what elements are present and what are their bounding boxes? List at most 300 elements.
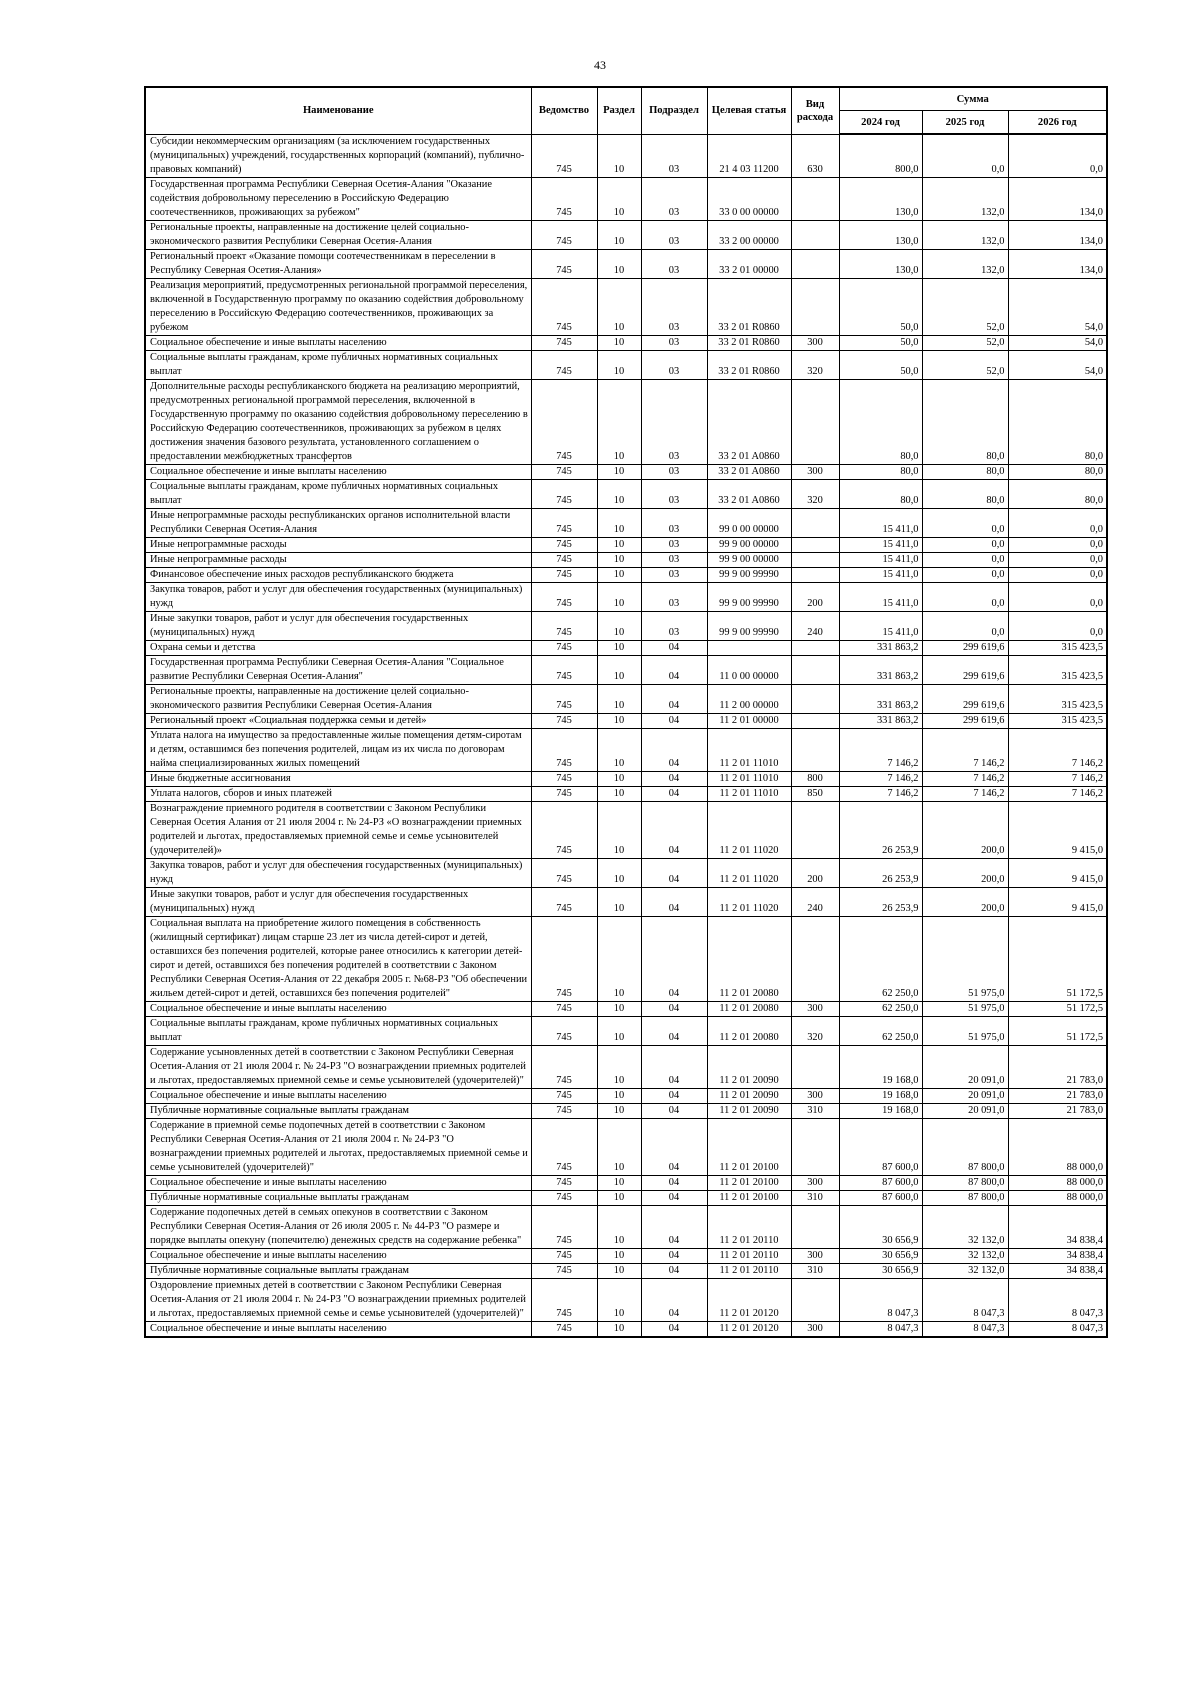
row-sum-2024: 62 250,0	[839, 1001, 922, 1016]
row-target: 33 2 01 A0860	[707, 379, 791, 464]
row-section: 10	[597, 464, 641, 479]
row-subsection: 04	[641, 1205, 707, 1248]
row-sum-2025: 20 091,0	[922, 1103, 1008, 1118]
table-row	[145, 728, 1107, 771]
row-section: 10	[597, 1263, 641, 1278]
row-target: 11 2 01 20110	[707, 1205, 791, 1248]
row-dept: 745	[531, 1263, 597, 1278]
row-kind: 800	[791, 771, 839, 786]
row-target: 11 2 01 20110	[707, 1263, 791, 1278]
row-section: 10	[597, 1045, 641, 1088]
row-sum-2025: 32 132,0	[922, 1248, 1008, 1263]
row-sum-2024: 19 168,0	[839, 1088, 922, 1103]
row-sum-2026: 0,0	[1008, 508, 1107, 537]
row-sum-2024: 15 411,0	[839, 611, 922, 640]
row-section: 10	[597, 858, 641, 887]
row-sum-2025: 0,0	[922, 134, 1008, 177]
row-sum-2026: 88 000,0	[1008, 1190, 1107, 1205]
row-kind: 320	[791, 350, 839, 379]
row-sum-2026: 315 423,5	[1008, 640, 1107, 655]
row-target: 11 2 01 20080	[707, 1001, 791, 1016]
row-section: 10	[597, 379, 641, 464]
row-subsection: 04	[641, 801, 707, 858]
row-dept: 745	[531, 177, 597, 220]
row-name: Социальное обеспечение и иные выплаты населению	[145, 1175, 531, 1190]
table-row	[145, 508, 1107, 537]
row-section: 10	[597, 1175, 641, 1190]
row-subsection: 03	[641, 508, 707, 537]
row-sum-2026: 80,0	[1008, 464, 1107, 479]
row-kind	[791, 640, 839, 655]
row-section: 10	[597, 916, 641, 1001]
row-kind	[791, 655, 839, 684]
row-sum-2026: 54,0	[1008, 335, 1107, 350]
table-row	[145, 249, 1107, 278]
table-row	[145, 1001, 1107, 1016]
row-subsection: 04	[641, 655, 707, 684]
header-year-2026: 2026 год	[1008, 111, 1107, 135]
row-dept: 745	[531, 1190, 597, 1205]
row-dept: 745	[531, 249, 597, 278]
row-name: Финансовое обеспечение иных расходов республиканского бюджета	[145, 567, 531, 582]
row-target: 11 2 01 20120	[707, 1278, 791, 1321]
table-row	[145, 1016, 1107, 1045]
row-name: Иные закупки товаров, работ и услуг для обеспечения государственных (муниципальных) нужд	[145, 887, 531, 916]
row-kind: 300	[791, 1001, 839, 1016]
row-section: 10	[597, 278, 641, 335]
row-sum-2026: 134,0	[1008, 249, 1107, 278]
row-sum-2024: 7 146,2	[839, 771, 922, 786]
row-name: Социальное обеспечение и иные выплаты населению	[145, 464, 531, 479]
row-subsection: 03	[641, 537, 707, 552]
header-year-2024: 2024 год	[839, 111, 922, 135]
row-sum-2024: 130,0	[839, 220, 922, 249]
row-target: 99 9 00 00000	[707, 537, 791, 552]
row-dept: 745	[531, 479, 597, 508]
row-subsection: 04	[641, 786, 707, 801]
row-sum-2024: 15 411,0	[839, 537, 922, 552]
row-section: 10	[597, 1016, 641, 1045]
row-target: 11 2 01 20080	[707, 1016, 791, 1045]
row-subsection: 03	[641, 464, 707, 479]
row-subsection: 04	[641, 1045, 707, 1088]
row-name: Уплата налогов, сборов и иных платежей	[145, 786, 531, 801]
row-name: Публичные нормативные социальные выплаты гражданам	[145, 1263, 531, 1278]
row-subsection: 03	[641, 350, 707, 379]
row-sum-2024: 30 656,9	[839, 1263, 922, 1278]
row-section: 10	[597, 771, 641, 786]
row-subsection: 04	[641, 1016, 707, 1045]
row-section: 10	[597, 1278, 641, 1321]
budget-table	[144, 86, 1108, 1338]
row-sum-2025: 20 091,0	[922, 1088, 1008, 1103]
row-section: 10	[597, 611, 641, 640]
row-name: Иные непрограммные расходы	[145, 552, 531, 567]
row-name: Региональный проект «Оказание помощи соотечественникам в переселении в Республику Северная Осетия-Алания»	[145, 249, 531, 278]
row-sum-2025: 32 132,0	[922, 1263, 1008, 1278]
table-row	[145, 655, 1107, 684]
row-target: 33 2 01 R0860	[707, 278, 791, 335]
row-sum-2025: 80,0	[922, 379, 1008, 464]
row-dept: 745	[531, 713, 597, 728]
row-kind: 300	[791, 335, 839, 350]
row-section: 10	[597, 134, 641, 177]
row-section: 10	[597, 1205, 641, 1248]
row-sum-2025: 0,0	[922, 582, 1008, 611]
table-row	[145, 771, 1107, 786]
row-name: Уплата налога на имущество за предоставленные жилые помещения детям-сиротам и детям, оставшимся без попечения родителей, лицам из их числа по договорам найма специализированных жилых помещений	[145, 728, 531, 771]
table-row	[145, 1118, 1107, 1175]
row-kind	[791, 916, 839, 1001]
table-row	[145, 916, 1107, 1001]
row-dept: 745	[531, 552, 597, 567]
row-sum-2024: 331 863,2	[839, 713, 922, 728]
table-row	[145, 713, 1107, 728]
row-name: Дополнительные расходы республиканского бюджета на реализацию мероприятий, предусмотренных региональной программой переселения, включенной в Государственную программу по оказанию содействия добровольному переселению в Российскую Федерацию соотечественников, проживающих за рубежом в целях достижения значения базового результата, установленного соглашением о предоставлении межбюджетных трансфертов	[145, 379, 531, 464]
row-sum-2025: 87 800,0	[922, 1118, 1008, 1175]
row-sum-2025: 299 619,6	[922, 684, 1008, 713]
row-subsection: 04	[641, 1278, 707, 1321]
table-row	[145, 177, 1107, 220]
row-subsection: 04	[641, 1088, 707, 1103]
row-name: Региональные проекты, направленные на достижение целей социально-экономического развития Республики Северная Осетия-Алания	[145, 220, 531, 249]
row-sum-2026: 21 783,0	[1008, 1045, 1107, 1088]
row-sum-2025: 0,0	[922, 537, 1008, 552]
row-sum-2026: 51 172,5	[1008, 1001, 1107, 1016]
row-kind: 200	[791, 858, 839, 887]
row-dept: 745	[531, 858, 597, 887]
row-subsection: 03	[641, 134, 707, 177]
row-kind	[791, 220, 839, 249]
row-target: 11 2 01 20110	[707, 1248, 791, 1263]
row-sum-2026: 8 047,3	[1008, 1321, 1107, 1337]
row-sum-2026: 8 047,3	[1008, 1278, 1107, 1321]
table-row	[145, 1190, 1107, 1205]
row-name: Публичные нормативные социальные выплаты гражданам	[145, 1103, 531, 1118]
row-name: Содержание подопечных детей в семьях опекунов в соответствии с Законом Республики Северная Осетия-Алания от 26 июля 2005 г. № 44-РЗ "О размере и порядке выплаты опекуну (попечителю) денежных средств на содержание ребенка"	[145, 1205, 531, 1248]
row-sum-2024: 80,0	[839, 379, 922, 464]
row-name: Региональные проекты, направленные на достижение целей социально-экономического развития Республики Северная Осетия-Алания	[145, 684, 531, 713]
row-kind	[791, 684, 839, 713]
row-sum-2026: 134,0	[1008, 177, 1107, 220]
row-sum-2025: 299 619,6	[922, 640, 1008, 655]
row-dept: 745	[531, 335, 597, 350]
row-subsection: 03	[641, 220, 707, 249]
row-subsection: 04	[641, 858, 707, 887]
row-section: 10	[597, 479, 641, 508]
row-subsection: 03	[641, 552, 707, 567]
row-name: Оздоровление приемных детей в соответствии с Законом Республики Северная Осетия-Алания от 21 июля 2004 г. № 24-РЗ "О вознаграждении приемных родителей и льготах, предоставляемых приемной семье и семье усыновителей (удочерителей)"	[145, 1278, 531, 1321]
row-sum-2026: 0,0	[1008, 134, 1107, 177]
row-target: 11 2 01 00000	[707, 713, 791, 728]
row-target: 33 2 01 A0860	[707, 464, 791, 479]
row-dept: 745	[531, 567, 597, 582]
row-dept: 745	[531, 350, 597, 379]
row-target: 99 9 00 99990	[707, 567, 791, 582]
row-section: 10	[597, 1088, 641, 1103]
row-sum-2024: 15 411,0	[839, 582, 922, 611]
row-sum-2024: 30 656,9	[839, 1205, 922, 1248]
table-body	[145, 134, 1107, 1337]
row-sum-2025: 87 800,0	[922, 1190, 1008, 1205]
row-dept: 745	[531, 278, 597, 335]
row-sum-2026: 0,0	[1008, 552, 1107, 567]
row-kind	[791, 177, 839, 220]
row-kind: 310	[791, 1190, 839, 1205]
row-sum-2024: 8 047,3	[839, 1278, 922, 1321]
row-target: 11 2 01 11020	[707, 801, 791, 858]
row-subsection: 04	[641, 1190, 707, 1205]
table-row	[145, 537, 1107, 552]
row-subsection: 04	[641, 1103, 707, 1118]
row-sum-2024: 8 047,3	[839, 1321, 922, 1337]
row-target: 99 9 00 99990	[707, 582, 791, 611]
row-target: 11 2 01 11020	[707, 887, 791, 916]
row-section: 10	[597, 1103, 641, 1118]
row-sum-2026: 9 415,0	[1008, 858, 1107, 887]
table-row	[145, 278, 1107, 335]
row-dept: 745	[531, 1016, 597, 1045]
row-name: Региональный проект «Социальная поддержка семьи и детей»	[145, 713, 531, 728]
row-sum-2024: 87 600,0	[839, 1190, 922, 1205]
row-subsection: 03	[641, 177, 707, 220]
row-sum-2025: 200,0	[922, 887, 1008, 916]
row-sum-2026: 51 172,5	[1008, 1016, 1107, 1045]
row-target	[707, 640, 791, 655]
row-kind: 310	[791, 1263, 839, 1278]
row-target: 11 2 01 20100	[707, 1190, 791, 1205]
row-sum-2026: 0,0	[1008, 537, 1107, 552]
row-section: 10	[597, 552, 641, 567]
table-row	[145, 801, 1107, 858]
header-target: Целевая статья	[707, 87, 791, 134]
row-dept: 745	[531, 728, 597, 771]
row-sum-2024: 87 600,0	[839, 1118, 922, 1175]
row-name: Охрана семьи и детства	[145, 640, 531, 655]
table-row	[145, 786, 1107, 801]
row-sum-2024: 15 411,0	[839, 552, 922, 567]
row-sum-2026: 21 783,0	[1008, 1103, 1107, 1118]
row-kind	[791, 567, 839, 582]
row-kind: 310	[791, 1103, 839, 1118]
row-sum-2026: 315 423,5	[1008, 655, 1107, 684]
row-sum-2026: 88 000,0	[1008, 1175, 1107, 1190]
row-target: 33 2 01 A0860	[707, 479, 791, 508]
row-sum-2025: 8 047,3	[922, 1321, 1008, 1337]
table-row	[145, 220, 1107, 249]
row-sum-2025: 0,0	[922, 567, 1008, 582]
row-kind: 200	[791, 582, 839, 611]
row-section: 10	[597, 537, 641, 552]
row-sum-2025: 52,0	[922, 278, 1008, 335]
row-name: Государственная программа Республики Северная Осетия-Алания "Социальное развитие Республики Северная Осетия-Алания"	[145, 655, 531, 684]
row-target: 11 2 01 20100	[707, 1175, 791, 1190]
row-section: 10	[597, 1118, 641, 1175]
row-sum-2024: 331 863,2	[839, 655, 922, 684]
row-section: 10	[597, 1001, 641, 1016]
row-sum-2025: 299 619,6	[922, 713, 1008, 728]
row-section: 10	[597, 220, 641, 249]
row-target: 11 2 01 11010	[707, 728, 791, 771]
row-target: 11 2 01 20090	[707, 1045, 791, 1088]
row-sum-2024: 62 250,0	[839, 916, 922, 1001]
row-sum-2025: 7 146,2	[922, 728, 1008, 771]
row-sum-2025: 200,0	[922, 858, 1008, 887]
table-row	[145, 611, 1107, 640]
table-row	[145, 567, 1107, 582]
row-target: 11 2 01 11010	[707, 786, 791, 801]
table-row	[145, 379, 1107, 464]
row-sum-2025: 51 975,0	[922, 916, 1008, 1001]
row-sum-2025: 87 800,0	[922, 1175, 1008, 1190]
row-sum-2024: 87 600,0	[839, 1175, 922, 1190]
table-row	[145, 1248, 1107, 1263]
row-target: 11 2 01 20100	[707, 1118, 791, 1175]
row-dept: 745	[531, 508, 597, 537]
row-target: 33 2 01 R0860	[707, 350, 791, 379]
row-subsection: 04	[641, 728, 707, 771]
table-row	[145, 350, 1107, 379]
table-header	[145, 87, 1107, 134]
row-kind	[791, 552, 839, 567]
row-subsection: 03	[641, 249, 707, 278]
row-dept: 745	[531, 1001, 597, 1016]
row-sum-2024: 26 253,9	[839, 858, 922, 887]
row-sum-2026: 7 146,2	[1008, 771, 1107, 786]
header-kind: Вид расхода	[791, 87, 839, 134]
row-sum-2026: 9 415,0	[1008, 801, 1107, 858]
table-row	[145, 464, 1107, 479]
row-subsection: 03	[641, 379, 707, 464]
row-kind	[791, 508, 839, 537]
row-sum-2026: 34 838,4	[1008, 1248, 1107, 1263]
row-kind: 300	[791, 1248, 839, 1263]
table-row	[145, 1088, 1107, 1103]
row-target: 99 9 00 00000	[707, 552, 791, 567]
row-subsection: 04	[641, 1263, 707, 1278]
row-name: Государственная программа Республики Северная Осетия-Алания "Оказание содействия добровольному переселению в Российскую Федерацию соотечественников, проживающих за рубежом"	[145, 177, 531, 220]
header-sum: Сумма	[839, 87, 1107, 111]
row-subsection: 03	[641, 567, 707, 582]
row-name: Социальное обеспечение и иные выплаты населению	[145, 1248, 531, 1263]
row-dept: 745	[531, 655, 597, 684]
row-section: 10	[597, 1190, 641, 1205]
row-target: 11 2 01 11010	[707, 771, 791, 786]
header-section: Раздел	[597, 87, 641, 134]
row-dept: 745	[531, 1321, 597, 1337]
row-sum-2026: 7 146,2	[1008, 728, 1107, 771]
row-subsection: 03	[641, 278, 707, 335]
row-kind	[791, 537, 839, 552]
row-subsection: 03	[641, 582, 707, 611]
row-target: 11 0 00 00000	[707, 655, 791, 684]
row-sum-2026: 0,0	[1008, 582, 1107, 611]
row-sum-2026: 134,0	[1008, 220, 1107, 249]
row-subsection: 04	[641, 771, 707, 786]
header-year-2025: 2025 год	[922, 111, 1008, 135]
header-dept: Ведомство	[531, 87, 597, 134]
row-kind	[791, 728, 839, 771]
row-target: 33 2 01 00000	[707, 249, 791, 278]
row-target: 11 2 00 00000	[707, 684, 791, 713]
row-sum-2024: 50,0	[839, 278, 922, 335]
table-row	[145, 858, 1107, 887]
row-dept: 745	[531, 1118, 597, 1175]
row-sum-2024: 50,0	[839, 335, 922, 350]
row-kind	[791, 379, 839, 464]
row-kind	[791, 1045, 839, 1088]
row-name: Иные закупки товаров, работ и услуг для обеспечения государственных (муниципальных) нужд	[145, 611, 531, 640]
row-sum-2025: 299 619,6	[922, 655, 1008, 684]
row-dept: 745	[531, 464, 597, 479]
table-row	[145, 552, 1107, 567]
row-name: Социальные выплаты гражданам, кроме публичных нормативных социальных выплат	[145, 1016, 531, 1045]
row-target: 33 2 00 00000	[707, 220, 791, 249]
row-sum-2026: 80,0	[1008, 379, 1107, 464]
row-section: 10	[597, 655, 641, 684]
row-sum-2024: 80,0	[839, 479, 922, 508]
row-subsection: 04	[641, 1248, 707, 1263]
table-row	[145, 1205, 1107, 1248]
row-name: Публичные нормативные социальные выплаты гражданам	[145, 1190, 531, 1205]
row-subsection: 03	[641, 611, 707, 640]
row-sum-2024: 15 411,0	[839, 508, 922, 537]
row-sum-2024: 26 253,9	[839, 801, 922, 858]
table-row	[145, 1278, 1107, 1321]
row-target: 11 2 01 20120	[707, 1321, 791, 1337]
row-section: 10	[597, 801, 641, 858]
row-sum-2025: 132,0	[922, 249, 1008, 278]
row-section: 10	[597, 350, 641, 379]
row-sum-2024: 62 250,0	[839, 1016, 922, 1045]
row-sum-2025: 51 975,0	[922, 1001, 1008, 1016]
row-sum-2026: 9 415,0	[1008, 887, 1107, 916]
row-sum-2026: 0,0	[1008, 567, 1107, 582]
row-sum-2024: 26 253,9	[839, 887, 922, 916]
row-dept: 745	[531, 684, 597, 713]
row-dept: 745	[531, 1278, 597, 1321]
row-dept: 745	[531, 582, 597, 611]
row-dept: 745	[531, 220, 597, 249]
page-number: 43	[594, 58, 606, 72]
row-name: Иные непрограммные расходы	[145, 537, 531, 552]
row-kind: 300	[791, 1175, 839, 1190]
row-sum-2026: 315 423,5	[1008, 713, 1107, 728]
row-dept: 745	[531, 801, 597, 858]
row-section: 10	[597, 177, 641, 220]
row-dept: 745	[531, 1088, 597, 1103]
table-row	[145, 1045, 1107, 1088]
header-name: Наименование	[145, 87, 531, 134]
row-sum-2025: 20 091,0	[922, 1045, 1008, 1088]
row-dept: 745	[531, 771, 597, 786]
row-kind: 300	[791, 1321, 839, 1337]
row-kind	[791, 278, 839, 335]
row-section: 10	[597, 713, 641, 728]
row-sum-2025: 80,0	[922, 479, 1008, 508]
row-section: 10	[597, 1248, 641, 1263]
row-subsection: 04	[641, 713, 707, 728]
table-row	[145, 1321, 1107, 1337]
row-sum-2025: 0,0	[922, 508, 1008, 537]
row-sum-2024: 800,0	[839, 134, 922, 177]
row-kind: 850	[791, 786, 839, 801]
row-name: Иные непрограммные расходы республиканских органов исполнительной власти Республики Северная Осетия-Алания	[145, 508, 531, 537]
row-subsection: 04	[641, 1001, 707, 1016]
row-sum-2025: 52,0	[922, 335, 1008, 350]
row-dept: 745	[531, 537, 597, 552]
row-section: 10	[597, 728, 641, 771]
